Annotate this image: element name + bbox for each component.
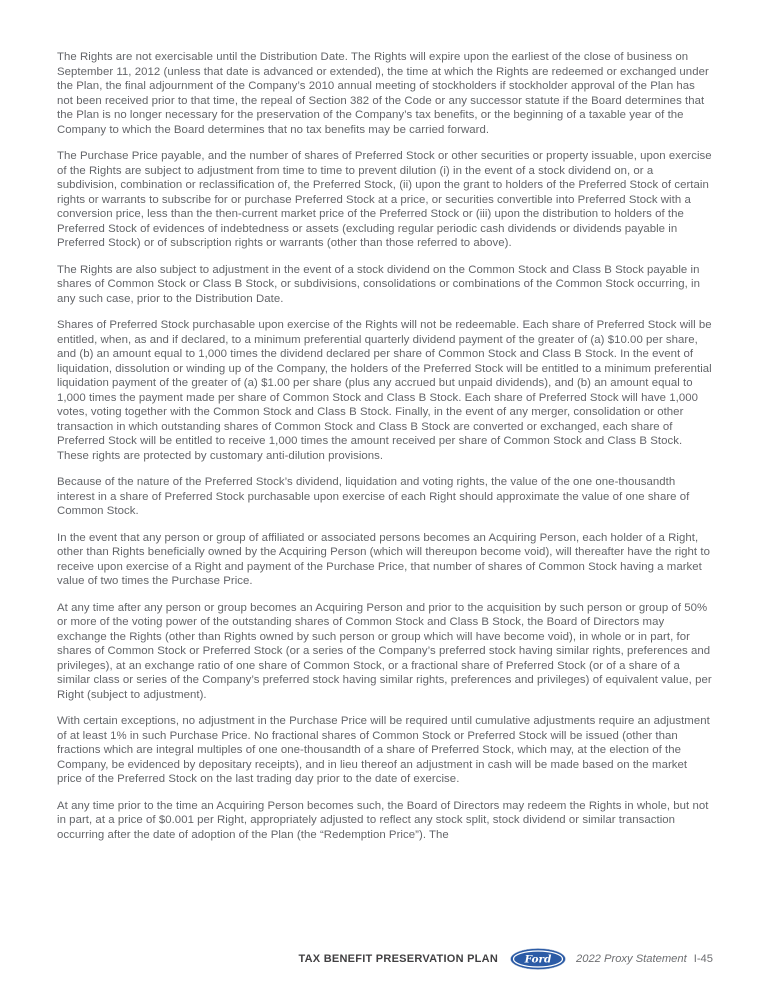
paragraph-fractional-shares: With certain exceptions, no adjustment in the Purchase Price will be required until cumulative adjustments require an adjustment of at least 1% in such Purchase Price. No fractional shares of Common Stock or Preferred Stock will be issued (other than fractions which are integral multiples of one one-thousandth of a share of Preferred Stock, which may, at the election of the Company, be evidenced by depositary receipts), and in lieu thereof an adjustment in cash will be made based on the market price of the Preferred Stock on the last trading day prior to the date of exercise. xyxy=(57,715,710,785)
paragraph-rights-expiration: The Rights are not exercisable until the Distribution Date. The Rights will expire upon the earliest of the close of business on September 11, 2012 (unless that date is advanced or extended), the time at which the Rights are redeemed or exchanged under the Plan, the final adjournment of the Company’s 2010 annual meeting of stockholders if stockholder approval of the Plan has not been received prior to that time, the repeal of Section 382 of the Code or any successor statute if the Board determines that the Plan is no longer necessary for the preservation of the Company’s tax benefits, or the beginning of a taxable year of the Company to which the Board determines that no tax benefits may be carried forward. xyxy=(57,51,709,136)
paragraph-redemption-price: At any time prior to the time an Acquiring Person becomes such, the Board of Directors may redeem the Rights in whole, but not in part, at a price of $0.001 per Right, appropriately adjusted to reflect any stock split, stock dividend or similar transaction occurring after the date of adoption of the Plan (the “Redemption Price”). The xyxy=(57,799,709,841)
proxy-statement-label: 2022 Proxy Statement xyxy=(576,953,687,965)
paragraph-value-approximation: Because of the nature of the Preferred Stock’s dividend, liquidation and voting rights, the value of the one one-thousandth interest in a share of Preferred Stock purchasable upon exercise of each Right should approximate the value of one share of Common Stock. xyxy=(57,476,690,517)
ford-logo-script: Ford xyxy=(524,953,552,966)
footer-section-title: TAX BENEFIT PRESERVATION PLAN xyxy=(298,953,499,965)
paragraph-acquiring-person-rights: In the event that any person or group of affiliated or associated persons becomes an Acquiring Person, each holder of a Right, other than Rights beneficially owned by the Acquiring Person (which will thereupon become void), will thereafter have the right to receive upon exercise of a Right and payment of the Purchase Price, that number of shares of Common Stock having a market value of two times the Purchase Price. xyxy=(57,531,710,587)
ford-logo-icon xyxy=(510,948,566,970)
paragraph-purchase-price-adjustment: The Purchase Price payable, and the number of shares of Preferred Stock or other securities or property issuable, upon exercise of the Rights are subject to adjustment from time to time to prevent dilution (i) in the event of a stock dividend on, or a subdivision, combination or reclassification of, the Preferred Stock, (ii) upon the grant to holders of the Preferred Stock of certain rights or warrants to subscribe for or purchase Preferred Stock at a price, or securities convertible into Preferred Stock with a conversion price, less than the then-current market price of the Preferred Stock or (iii) upon the distribution to holders of the Preferred Stock of evidences of indebtedness or assets (excluding regular periodic cash dividends or dividends payable in Preferred Stock) or of subscription rights or warrants (other than those referred to above). xyxy=(57,150,712,249)
page-footer xyxy=(298,948,713,970)
page-number: I-45 xyxy=(693,953,713,965)
paragraph-rights-stock-dividend: The Rights are also subject to adjustment in the event of a stock dividend on the Common Stock and Class B Stock payable in shares of Common Stock or Class B Stock, or subdivisions, consolidations or combinations of the Common Stock occurring, in any such case, prior to the Distribution Date. xyxy=(57,263,700,305)
paragraph-board-exchange-rights: At any time after any person or group becomes an Acquiring Person and prior to the acquisition by such person or group of 50% or more of the voting power of the outstanding shares of Common Stock and Class B Stock, the Board of Directors may exchange the Rights (other than Rights owned by such person or group which will have become void), in whole or in part, for shares of Common Stock or Preferred Stock (or a series of the Company’s preferred stock having similar rights, preferences and privileges), at an exchange ratio of one share of Common Stock, or a fractional share of Preferred Stock (or of a share of a similar class or series of the Company’s preferred stock having similar rights, preferences and privileges) of equivalent value, per Right (subject to adjustment). xyxy=(57,601,712,701)
paragraph-preferred-stock-terms: Shares of Preferred Stock purchasable upon exercise of the Rights will not be redeemable. Each share of Preferred Stock will be entitled, when, as and if declared, to a minimum preferential quarterly dividend payment of the greater of (a) $10.00 per share, and (b) an amount equal to 1,000 times the dividend declared per share of Common Stock and Class B Stock. In the event of liquidation, dissolution or winding up of the Company, the holders of the Preferred Stock will be entitled to a minimum preferential liquidation payment of the greater of (a) $1.00 per share (plus any accrued but unpaid dividends), and (b) an amount equal to 1,000 times the payment made per share of Common Stock and Class B Stock. Each share of Preferred Stock will have 1,000 votes, voting together with the Common Stock and Class B Stock. Finally, in the event of any merger, consolidation or other transaction in which outstanding shares of Common Stock and Class B Stock are converted or exchanged, each share of Preferred Stock will be entitled to receive 1,000 times the amount received per share of Common Stock and Class B Stock. These rights are protected by customary anti-dilution provisions. xyxy=(57,319,712,462)
document-body xyxy=(57,50,714,854)
